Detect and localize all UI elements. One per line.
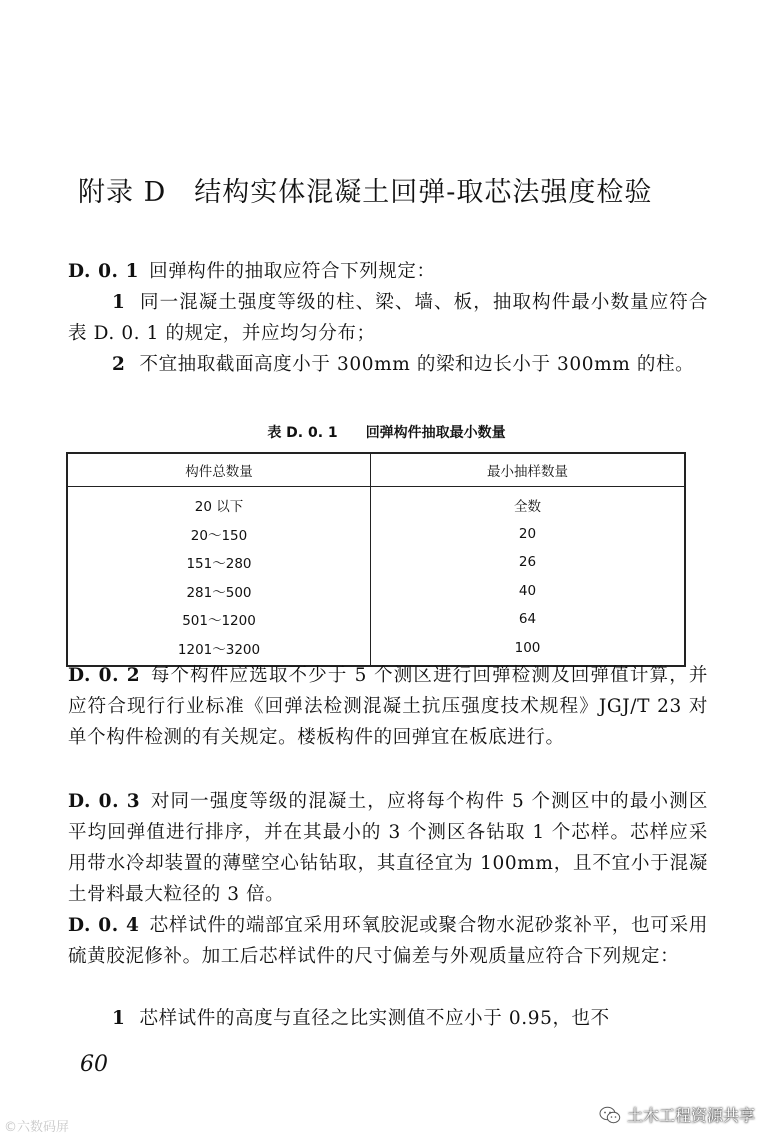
clause-text: 对同一强度等级的混凝土，应将每个构件 5 个测区中的最小测区平均回弹值进行排序，并在其最小的 3 个测区各钻取 1 个芯样。芯样应采用带水冷却装置的薄壁空心钻钻取，其直径宜为 100mm，且不宜小于混凝土骨料最大粒径的 3 倍。 <box>68 791 708 905</box>
item-text: 不宜抽取截面高度小于 300mm 的梁和边长小于 300mm 的柱。 <box>139 354 695 375</box>
watermark-left: ©六数码屏 <box>4 1120 70 1135</box>
column-header: 最小抽样数量 <box>371 453 686 487</box>
clause-text: 每个构件应选取不少于 5 个测区进行回弹检测及回弹值计算，并应符合现行行业标准《回弹法检测混凝土抗压强度技术规程》JGJ/T 23 对单个构件检测的有关规定。楼板构件的回弹宜在板底进行。 <box>68 665 708 748</box>
table-header-row <box>67 453 685 487</box>
clause-d01-item-1 <box>68 287 708 349</box>
table-cell: 20 <box>518 525 537 542</box>
table-cell: 1201～3200 <box>67 634 371 667</box>
table-cell: 100 <box>514 639 541 656</box>
item-number: 1 <box>112 292 126 313</box>
table-cell: 20 以下 <box>67 487 371 520</box>
item-text: 同一混凝土强度等级的柱、梁、墙、板，抽取构件最小数量应符合表 D. 0. 1 的规定，并应均匀分布； <box>68 292 708 344</box>
clause-d03 <box>68 786 708 910</box>
column-header: 构件总数量 <box>67 453 371 487</box>
appendix-title-text: 结构实体混凝土回弹-取芯法强度检验 <box>194 177 653 208</box>
clause-text: 芯样试件的端部宜采用环氧胶泥或聚合物水泥砂浆补平，也可采用硫黄胶泥修补。加工后芯样试件的尺寸偏差与外观质量应符合下列规定： <box>68 915 709 967</box>
table-cell: 501～1200 <box>67 605 371 634</box>
clause-d01 <box>68 256 708 287</box>
clause-number: D. 0. 3 <box>68 791 141 812</box>
table-cell: 281～500 <box>67 577 371 606</box>
table-caption-text: 回弹构件抽取最小数量 <box>365 425 506 441</box>
page-number: 60 <box>80 1052 108 1077</box>
table-row <box>67 520 685 549</box>
clause-text: 回弹构件的抽取应符合下列规定： <box>149 261 436 282</box>
table-row <box>67 487 685 520</box>
table-row <box>67 548 685 577</box>
appendix-title <box>78 170 718 209</box>
wechat-icon <box>599 1106 621 1124</box>
table-cell: 20～150 <box>67 520 371 549</box>
table-cell: 64 <box>518 611 537 628</box>
clause-number: D. 0. 2 <box>68 665 141 686</box>
table-cell: 全数 <box>514 499 541 516</box>
table-caption-number: 表 D. 0. 1 <box>267 425 338 441</box>
clause-d02 <box>68 660 708 753</box>
table-cell: 40 <box>518 582 537 599</box>
watermark-right-text: 土木工程资源共享 <box>626 1106 755 1125</box>
table-row <box>67 605 685 634</box>
sampling-table <box>66 452 686 667</box>
clause-d04-item-1 <box>68 1003 708 1034</box>
clause-number: D. 0. 1 <box>68 261 140 282</box>
item-number: 1 <box>112 1008 126 1029</box>
table-cell: 26 <box>518 554 537 571</box>
table-cell: 151～280 <box>67 548 371 577</box>
item-text: 芯样试件的高度与直径之比实测值不应小于 0.95，也不 <box>139 1008 610 1029</box>
table-row <box>67 577 685 606</box>
table-caption <box>0 422 773 442</box>
appendix-label: 附录 D <box>78 177 167 208</box>
item-number: 2 <box>112 354 126 375</box>
clause-number: D. 0. 4 <box>68 915 140 936</box>
watermark-right <box>599 1103 755 1126</box>
clause-d01-item-2 <box>68 349 708 380</box>
clause-d04 <box>68 910 708 972</box>
